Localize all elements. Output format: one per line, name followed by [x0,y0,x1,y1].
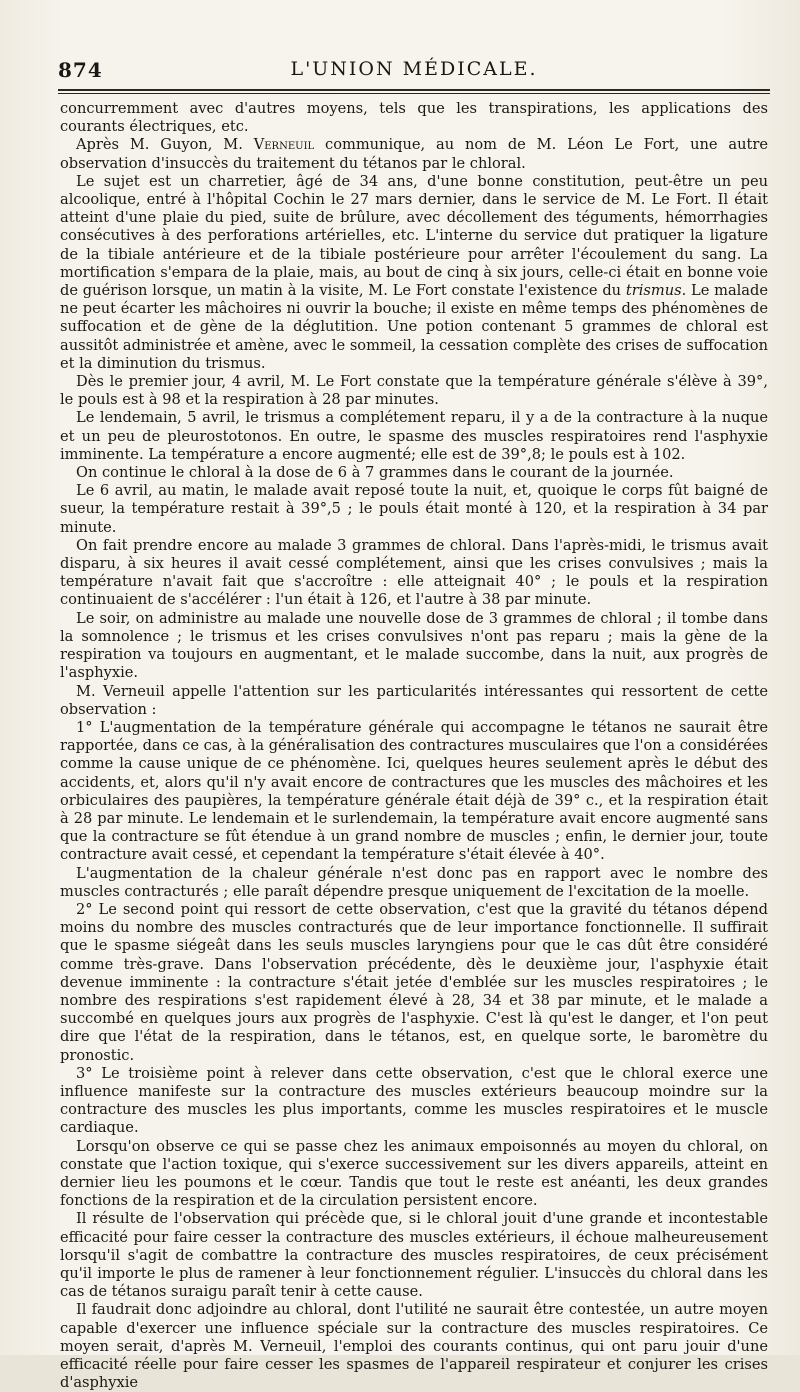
header-rule-thin [58,93,770,94]
paragraph-3-part-2: Le malade ne peut écarter les mâchoires ni ouvrir la bouche; il existe en même temps des phénomènes de suffocation et de gène de la déglutition. Une potion contenant 5 grammes de chloral est aussitôt administrée et amène, avec le sommeil, la cessation complète des crises de suffocation et la diminution du trismus. [60,282,768,372]
paragraph-5: Le lendemain, 5 avril, le trismus a complétement reparu, il y a de la contracture à la nuque et un peu de pleurostotonos. En outre, le spasme des muscles respiratoires rend l'asphyxie imminente. La température a encore augmenté; elle est de 39°,8; le pouls est à 102. [60,409,768,463]
header-rule [58,89,770,91]
paragraph-2 [60,136,768,172]
page-number: 874 [58,58,103,82]
paragraph-17: Il faudrait donc adjoindre au chloral, dont l'utilité ne saurait être contestée, un autre moyen capable d'exercer une influence spéciale sur la contracture des muscles respiratoires. Ce moyen serait, d'après M. Verneuil, l'emploi des courants continus, qui ont paru jouir d'une efficacité réelle pour faire cesser les spasmes de l'appareil respirateur et conjurer les crises d'asphyxie [60,1301,768,1392]
paragraph-8: On fait prendre encore au malade 3 grammes de chloral. Dans l'après-midi, le trismus avait disparu, à six heures il avait cessé complétement, ainsi que les crises convulsives ; mais la température n'avait fait que s'accroître : elle atteignait 40° ; le pouls et la respiration continuaient de s'accélérer : l'un était à 126, et l'autre à 38 par minute. [60,536,768,609]
paragraph-14: 3° Le troisième point à relever dans cette observation, c'est que le chloral exerce une influence manifeste sur la contracture des muscles extérieurs beaucoup moindre sur la contracture des muscles les plus importants, comme les muscles respiratoires et le muscle cardiaque. [60,1064,768,1137]
running-title: L'UNION MÉDICALE. [290,58,538,80]
paragraph-16: Il résulte de l'observation qui précède que, si le chloral jouit d'une grande et incontestable efficacité pour faire cesser la contracture des muscles extérieurs, il échoue malheureusement lorsqu'il s'agit de combattre la contracture des muscles respiratoires, de ceux précisément qu'il importe le plus de ramener à leur fonctionnement régulier. L'insuccès du chloral dans les cas de tétanos suraigu paraît tenir à cette cause. [60,1210,768,1301]
paragraph-7: Le 6 avril, au matin, le malade avait reposé toute la nuit, et, quoique le corps fût baigné de sueur, la température restait à 39°,5 ; le pouls était monté à 120, et la respiration à 34 par minute. [60,482,768,536]
paragraph-10: M. Verneuil appelle l'attention sur les particularités intéressantes qui ressortent de cette observation : [60,682,768,718]
paragraph-2-part-2: communique, au nom de M. Léon Le Fort, une autre observation d'insuccès du traitement du tétanos par le chloral. [60,136,768,172]
body-text [60,100,768,1392]
page-header [58,56,770,86]
paragraph-13: 2° Le second point qui ressort de cette observation, c'est que la gravité du tétanos dépend moins du nombre des muscles contracturés que de leur importance fonctionnelle. Il suffirait que le spasme siégeât dans les seuls muscles laryngiens pour que le cas dût être considéré comme très-grave. Dans l'observation précédente, dès le deuxième jour, l'asphyxie était devenue imminente : la contracture s'était jetée d'emblée sur les muscles respiratoires ; le nombre des respirations s'est rapidement élevé à 28, 34 et 38 par minute, et le malade a succombé en quelques jours aux progrès de l'asphyxie. C'est là qu'est le danger, et l'on peut dire que l'état de la respiration, dans le tétanos, est, en quelque sorte, le baromètre du pronostic. [60,900,768,1064]
paragraph-1: concurremment avec d'autres moyens, tels que les transpirations, les applications des courants électriques, etc. [60,100,768,136]
paragraph-3 [60,173,768,373]
paragraph-9: Le soir, on administre au malade une nouvelle dose de 3 grammes de chloral ; il tombe dans la somnolence ; le trismus et les crises convulsives n'ont pas reparu ; mais la gène de la respiration va toujours en augmentant, et le malade succombe, dans la nuit, aux progrès de l'asphyxie. [60,609,768,682]
paragraph-15: Lorsqu'on observe ce qui se passe chez les animaux empoisonnés au moyen du chloral, on constate que l'action toxique, qui s'exerce successivement sur les divers appareils, atteint en dernier lieu les poumons et le cœur. Tandis que tout le reste est anéanti, les deux grandes fonctions de la respiration et de la circulation persistent encore. [60,1137,768,1210]
paragraph-2-part-1: Après M. Guyon, M. [76,136,254,154]
paragraph-6: On continue le chloral à la dose de 6 à 7 grammes dans le courant de la journée. [76,464,674,482]
paragraph-4: Dès le premier jour, 4 avril, M. Le Fort constate que la température générale s'élève à 39°, le pouls est à 98 et la respiration à 28 par minutes. [60,373,768,409]
paragraph-11: 1° L'augmentation de la température générale qui accompagne le tétanos ne saurait être rapportée, dans ce cas, à la généralisation des contractures musculaires que l'on a considérées comme la cause unique de ce phénomène. Ici, quelques heures seulement après le début des accidents, et, alors qu'il n'y avait encore de contractures que les muscles des mâchoires et les orbiculaires des paupières, la température générale était déjà de 39° c., et la respiration était à 28 par minute. Le lendemain et le surlendemain, la température avait encore augmenté sans que la contracture se fût étendue à un grand nombre de muscles ; enfin, le dernier jour, toute contracture avait cessé, et cependant la température s'était élevée à 40°. [60,718,768,864]
paragraph-3-part-1: Le sujet est un charretier, âgé de 34 ans, d'une bonne constitution, peut-être un peu alcoolique, entré à l'hôpital Cochin le 27 mars dernier, dans le service de M. Le Fort. Il était atteint d'une plaie du pied, suite de brûlure, avec décollement des téguments, hémorrhagies consécutives à des perforations artérielles, etc. L'interne du service dut pratiquer la ligature de la tibiale antérieure et de la tibiale postérieure pour arrêter l'écoulement du sang. La mortification s'empara de la plaie, mais, au bout de cinq à six jours, celle-ci était en bonne voie de guérison lorsque, un matin à la visite, M. Le Fort constate l'existence du [60,172,768,300]
paragraph-12: L'augmentation de la chaleur générale n'est donc pas en rapport avec le nombre des muscles contracturés ; elle paraît dépendre presque uniquement de l'excitation de la moelle. [60,864,768,900]
italic-term: trismus. [625,282,687,300]
author-name: Verneuil [253,136,315,154]
